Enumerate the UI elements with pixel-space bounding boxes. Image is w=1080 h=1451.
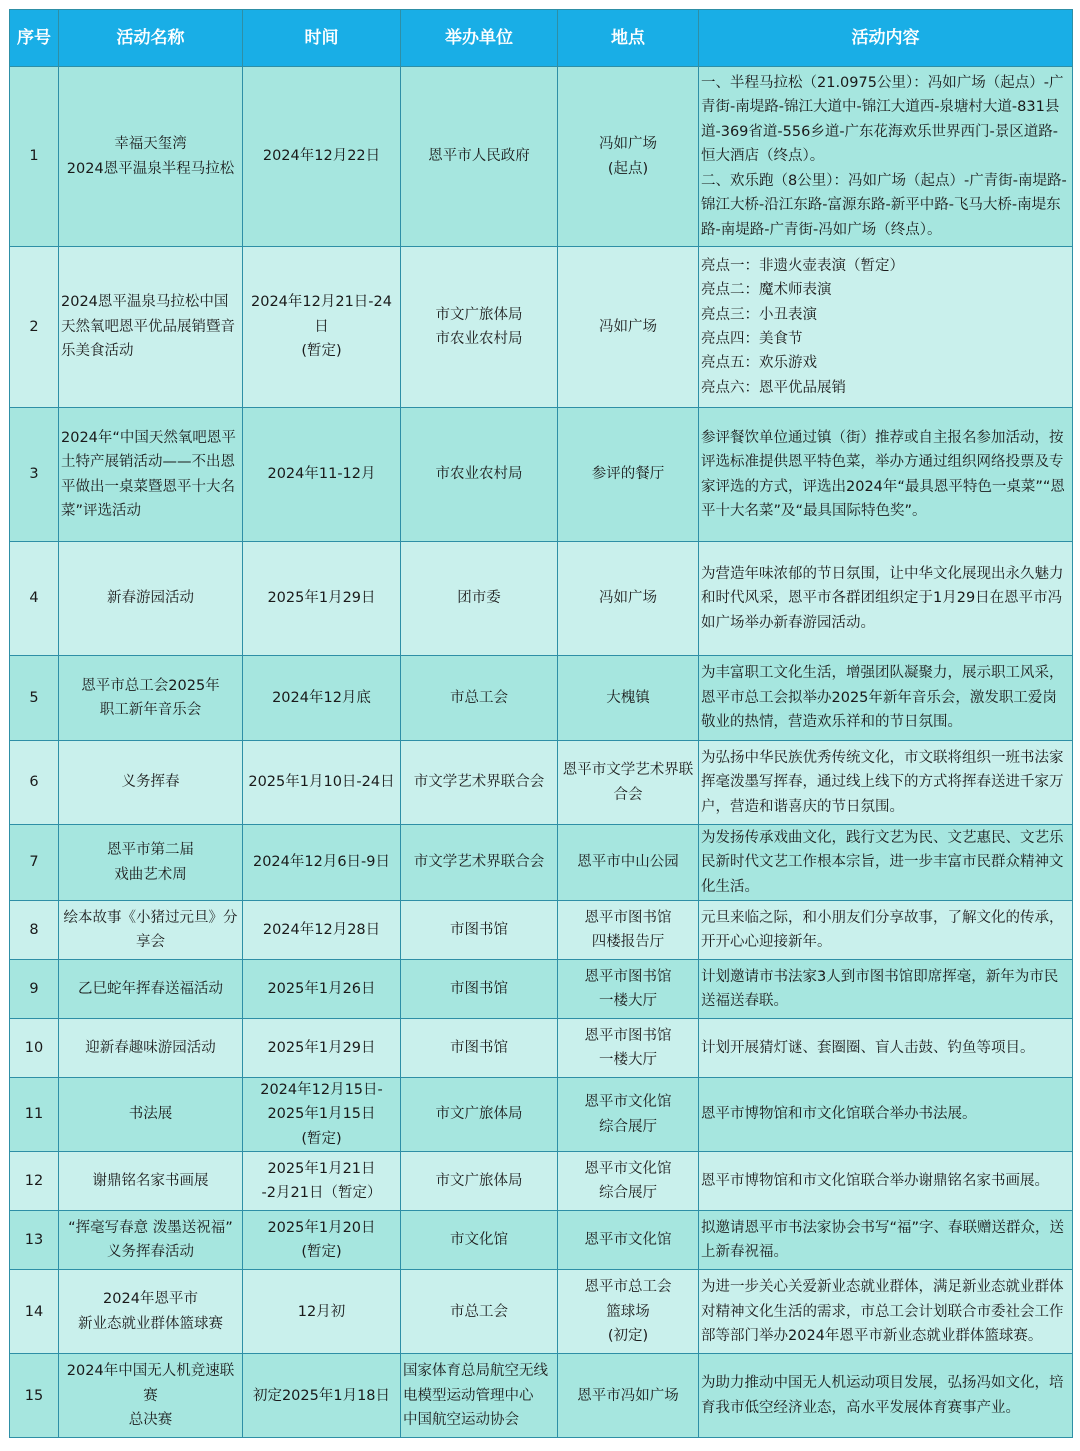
row-no: 2 (10, 247, 59, 408)
row-no: 8 (10, 901, 59, 960)
table-row (10, 901, 1073, 960)
row-organizer: 市农业农村局 (401, 408, 558, 542)
table-row (10, 67, 1073, 247)
row-organizer: 市总工会 (401, 656, 558, 741)
row-venue: 恩平市文化馆 综合展厅 (558, 1152, 699, 1211)
row-time: 2024年12月15日- 2025年1月15日 (暂定) (243, 1078, 401, 1152)
row-venue: 恩平市图书馆 四楼报告厅 (558, 901, 699, 960)
row-organizer: 市文广旅体局 (401, 1152, 558, 1211)
col-header-time: 时间 (243, 10, 401, 67)
row-venue: 恩平市文学艺术界联合会 (558, 741, 699, 825)
row-name: 新春游园活动 (59, 542, 243, 656)
events-table (9, 9, 1073, 1438)
row-time: 2024年12月21日-24日 (暂定) (243, 247, 401, 408)
row-no: 12 (10, 1152, 59, 1211)
row-venue: 恩平市图书馆 一楼大厅 (558, 1019, 699, 1078)
row-content: 一、半程马拉松（21.0975公里）：冯如广场（起点）-广青街-南堤路-锦江大道中-锦江大道西-泉塘村大道-831县道-369省道-556乡道-广东花海欢乐世界西门-景区道路-恒大酒店（终点）。 二、欢乐跑（8公里）：冯如广场（起点）-广青街-南堤路-锦江大桥-沿江东路-富源东路-新平中路-飞马大桥-南堤东路-南堤路-广青街-冯如广场（终点）。 (699, 67, 1073, 247)
row-content: 为弘扬中华民族优秀传统文化，市文联将组织一班书法家挥毫泼墨写挥春，通过线上线下的方式将挥春送进千家万户，营造和谐喜庆的节日氛围。 (699, 741, 1073, 825)
row-venue: 大槐镇 (558, 656, 699, 741)
row-time: 2024年12月底 (243, 656, 401, 741)
table-row (10, 408, 1073, 542)
row-name: 2024年恩平市 新业态就业群体篮球赛 (59, 1270, 243, 1354)
row-venue: 恩平市中山公园 (558, 825, 699, 901)
row-organizer: 团市委 (401, 542, 558, 656)
row-no: 15 (10, 1354, 59, 1438)
table-row (10, 960, 1073, 1019)
row-name: 迎新春趣味游园活动 (59, 1019, 243, 1078)
row-venue: 恩平市图书馆 一楼大厅 (558, 960, 699, 1019)
row-content: 元旦来临之际，和小朋友们分享故事，了解文化的传承，开开心心迎接新年。 (699, 901, 1073, 960)
table-row (10, 825, 1073, 901)
row-no: 1 (10, 67, 59, 247)
row-no: 4 (10, 542, 59, 656)
row-time: 初定2025年1月18日 (243, 1354, 401, 1438)
row-time: 2025年1月29日 (243, 1019, 401, 1078)
row-name: 谢鼎铭名家书画展 (59, 1152, 243, 1211)
row-content: 为丰富职工文化生活，增强团队凝聚力，展示职工风采，恩平市总工会拟举办2025年新年音乐会，激发职工爱岗敬业的热情，营造欢乐祥和的节日氛围。 (699, 656, 1073, 741)
row-name: 书法展 (59, 1078, 243, 1152)
table-row (10, 656, 1073, 741)
row-no: 10 (10, 1019, 59, 1078)
col-header-content: 活动内容 (699, 10, 1073, 67)
row-organizer: 市文学艺术界联合会 (401, 825, 558, 901)
row-organizer: 恩平市人民政府 (401, 67, 558, 247)
row-time: 12月初 (243, 1270, 401, 1354)
row-time: 2025年1月29日 (243, 542, 401, 656)
row-name: “挥毫写春意 泼墨送祝福” 义务挥春活动 (59, 1211, 243, 1270)
table-row (10, 542, 1073, 656)
row-organizer: 市图书馆 (401, 960, 558, 1019)
row-name: 乙巳蛇年挥春送福活动 (59, 960, 243, 1019)
row-time: 2024年12月28日 (243, 901, 401, 960)
row-organizer: 国家体育总局航空无线电模型运动管理中心 中国航空运动协会 (401, 1354, 558, 1438)
row-no: 6 (10, 741, 59, 825)
row-content: 拟邀请恩平市书法家协会书写“福”字、春联赠送群众，送上新春祝福。 (699, 1211, 1073, 1270)
table-row (10, 741, 1073, 825)
col-header-name: 活动名称 (59, 10, 243, 67)
table-row (10, 1152, 1073, 1211)
row-organizer: 市文化馆 (401, 1211, 558, 1270)
row-no: 9 (10, 960, 59, 1019)
row-content: 恩平市博物馆和市文化馆联合举办谢鼎铭名家书画展。 (699, 1152, 1073, 1211)
row-no: 3 (10, 408, 59, 542)
table-row (10, 1211, 1073, 1270)
row-content: 为助力推动中国无人机运动项目发展，弘扬冯如文化，培育我市低空经济业态，高水平发展体育赛事产业。 (699, 1354, 1073, 1438)
col-header-no: 序号 (10, 10, 59, 67)
row-name: 2024年“中国天然氧吧恩平土特产展销活动——不出恩平做出一桌菜暨恩平十大名菜”评选活动 (59, 408, 243, 542)
row-venue: 恩平市文化馆 综合展厅 (558, 1078, 699, 1152)
row-time: 2024年12月22日 (243, 67, 401, 247)
row-time: 2024年11-12月 (243, 408, 401, 542)
row-name: 2024年中国无人机竞速联赛 总决赛 (59, 1354, 243, 1438)
row-name: 幸福天玺湾 2024恩平温泉半程马拉松 (59, 67, 243, 247)
table-row (10, 1019, 1073, 1078)
row-venue: 冯如广场 (558, 247, 699, 408)
row-no: 14 (10, 1270, 59, 1354)
table-row (10, 247, 1073, 408)
row-venue: 恩平市总工会 篮球场 (初定) (558, 1270, 699, 1354)
row-organizer: 市图书馆 (401, 1019, 558, 1078)
table-row (10, 1354, 1073, 1438)
row-venue: 冯如广场 (起点) (558, 67, 699, 247)
col-header-venue: 地点 (558, 10, 699, 67)
row-venue: 恩平市文化馆 (558, 1211, 699, 1270)
row-venue: 冯如广场 (558, 542, 699, 656)
row-time: 2025年1月10日-24日 (243, 741, 401, 825)
row-venue: 参评的餐厅 (558, 408, 699, 542)
row-content: 亮点一：非遗火壶表演（暂定） 亮点二：魔术师表演 亮点三：小丑表演 亮点四：美食节 亮点五：欢乐游戏 亮点六：恩平优品展销 (699, 247, 1073, 408)
row-content: 参评餐饮单位通过镇（街）推荐或自主报名参加活动，按评选标准提供恩平特色菜，举办方通过组织网络投票及专家评选的方式，评选出2024年“最具恩平特色一桌菜”“恩平十大名菜”及“最具国际特色奖”。 (699, 408, 1073, 542)
row-name: 恩平市总工会2025年 职工新年音乐会 (59, 656, 243, 741)
row-content: 为进一步关心关爱新业态就业群体，满足新业态就业群体对精神文化生活的需求，市总工会计划联合市委社会工作部等部门举办2024年恩平市新业态就业群体篮球赛。 (699, 1270, 1073, 1354)
row-organizer: 市文学艺术界联合会 (401, 741, 558, 825)
row-name: 恩平市第二届 戏曲艺术周 (59, 825, 243, 901)
row-time: 2024年12月6日-9日 (243, 825, 401, 901)
row-venue: 恩平市冯如广场 (558, 1354, 699, 1438)
row-name: 2024恩平温泉马拉松中国天然氧吧恩平优品展销暨音乐美食活动 (59, 247, 243, 408)
row-time: 2025年1月26日 (243, 960, 401, 1019)
row-no: 7 (10, 825, 59, 901)
row-organizer: 市图书馆 (401, 901, 558, 960)
row-name: 绘本故事《小猪过元旦》分享会 (59, 901, 243, 960)
row-time: 2025年1月20日 (暂定) (243, 1211, 401, 1270)
row-content: 为发扬传承戏曲文化，践行文艺为民、文艺惠民、文艺乐民新时代文艺工作根本宗旨，进一步丰富市民群众精神文化生活。 (699, 825, 1073, 901)
col-header-organizer: 举办单位 (401, 10, 558, 67)
row-organizer: 市总工会 (401, 1270, 558, 1354)
row-organizer: 市文广旅体局 (401, 1078, 558, 1152)
row-time: 2025年1月21日 -2月21日（暂定） (243, 1152, 401, 1211)
row-content: 计划开展猜灯谜、套圈圈、盲人击鼓、钓鱼等项目。 (699, 1019, 1073, 1078)
row-no: 11 (10, 1078, 59, 1152)
header-row (10, 10, 1073, 67)
row-no: 13 (10, 1211, 59, 1270)
row-no: 5 (10, 656, 59, 741)
row-content: 恩平市博物馆和市文化馆联合举办书法展。 (699, 1078, 1073, 1152)
table-row (10, 1078, 1073, 1152)
row-name: 义务挥春 (59, 741, 243, 825)
row-content: 为营造年味浓郁的节日氛围，让中华文化展现出永久魅力和时代风采，恩平市各群团组织定于1月29日在恩平市冯如广场举办新春游园活动。 (699, 542, 1073, 656)
row-content: 计划邀请市书法家3人到市图书馆即席挥毫，新年为市民送福送春联。 (699, 960, 1073, 1019)
table-row (10, 1270, 1073, 1354)
row-organizer: 市文广旅体局 市农业农村局 (401, 247, 558, 408)
